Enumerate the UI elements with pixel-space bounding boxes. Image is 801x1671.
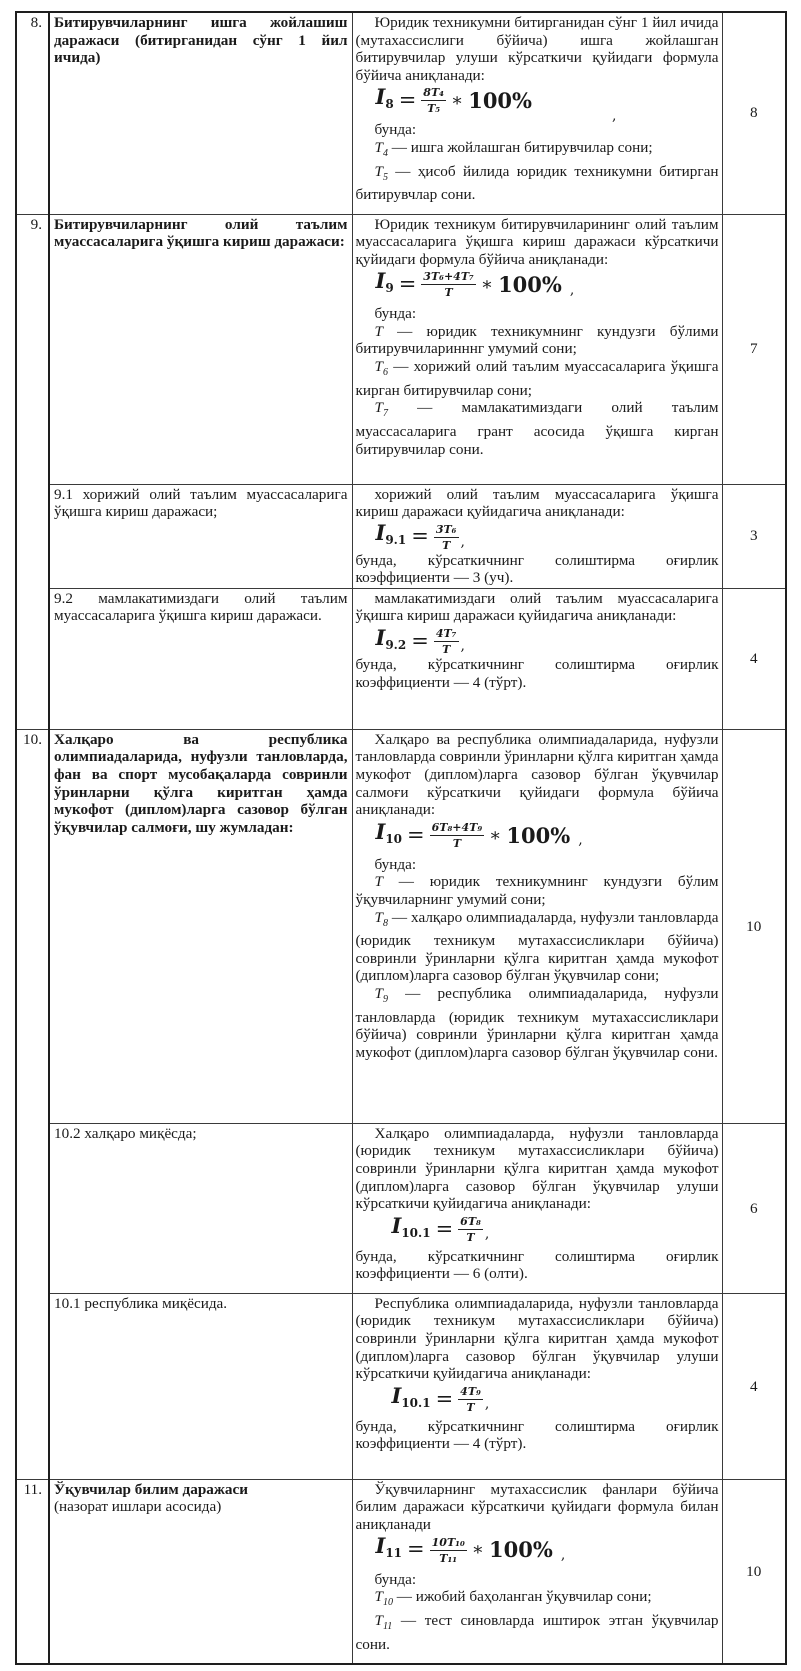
fraction: $\frac{\text{6T₈+4T₉}}{T}$ [431, 820, 483, 850]
table-row [16, 588, 786, 729]
coefficient-note: бунда, кўрсаткичнинг солиштирма оғирлик коэффициенти — 6 (олти). [355, 1247, 719, 1283]
table-row [16, 1479, 786, 1664]
formula: $I_{10.1}$ = $\frac{\text{6T₈}}{T}$ , [391, 1212, 490, 1244]
description-intro: мамлакатимиздаги олий таълим муассасаларига ўқишга кириш даражаси қуйидагича аниқланади: [355, 589, 719, 625]
fraction: $\frac{\text{6T₈}}{T}$ [460, 1214, 481, 1244]
description-intro: Ўқувчиларнинг мутахассислик фанлари бўйича билим даражаси кўрсаткичи қуйидаги формула билан аниқланади [355, 1480, 719, 1534]
fraction: $\frac{\text{4T₇}}{T}$ [435, 627, 457, 657]
criterion-description [352, 1123, 722, 1293]
table-row [16, 484, 786, 588]
points-value: 8 [722, 12, 786, 214]
criterion-name: Битирувчиларнинг олий таълим муассасаларига ўқишга кириш даражаси: [49, 214, 352, 484]
formula: $I_{11}$ = $\frac{\text{10T₁₀}}{\text{T₁₁}}$ ∗ 100% , [375, 1533, 566, 1565]
sub-criterion-name: 9.1 хорижий олий таълим муассасаларига ўқишга кириш даражаси; [49, 484, 352, 588]
criterion-description [352, 484, 722, 588]
row-number: 9. [16, 214, 49, 729]
definition: T — юридик техникумнинг кундузги бўлим ўқувчиларнинг умумий сони; [355, 873, 719, 909]
criterion-name: Битирувчиларнинг ишга жойлашиш даражаси (битирганидан сўнг 1 йил ичида) [49, 12, 352, 214]
definition: $T_{11}$ — тест синовларда иштирок этган ўқувчилар сони. [355, 1611, 719, 1653]
formula: $I_{9.1}$ = $\frac{\text{3T₆}}{T}$ , [375, 520, 465, 552]
description-intro: Юридик техникумни битирганидан сўнг 1 йил ичида (мутахассислиги бўйича) ишга жойлашган битирувчилар улуши кўрсаткичи қуйидаги формула бўйича аниқланади: [355, 14, 719, 84]
description-intro: Республика олимпиадаларида, нуфузли танловларда (юридик техникум мутахассисликлари бўйича) совринли ўринларни қўлга киритган ҳамда мукофот (диплом)ларга сазовор бўлган ўқувчилар улуши кўрсаткичи қуйидагича аниқланади: [355, 1294, 719, 1383]
coefficient-note: бунда, кўрсаткичнинг солиштирма оғирлик коэффициенти — 3 (уч). [355, 551, 719, 587]
points-value: 3 [722, 484, 786, 588]
description-intro: Юридик техникум битирувчиларининг олий таълим муассасаларига ўқишга кириш даражаси кўрсаткичи қуйидаги формула бўйича аниқланади: [355, 215, 719, 268]
description-intro: Халқаро олимпиадаларда, нуфузли танловларда (юридик техникум мутахассисликлари бўйича) совринли ўринларни қўлга киритган ҳамда мукофот (диплом)ларга сазовор бўлган ўқувчилар улуши кўрсаткичи қуйидагича аниқланади: [355, 1124, 719, 1213]
fraction: $\frac{\text{10T₁₀}}{\text{T₁₁}}$ [431, 1535, 465, 1565]
table-row [16, 1293, 786, 1479]
definition: $T_4$ — ишга жойлашган битирувчилар сони; [374, 138, 653, 159]
formula: $I_{9.2}$ = $\frac{\text{4T₇}}{T}$ , [375, 624, 465, 657]
bunda-label: бунда: [374, 1570, 417, 1588]
points-value: 6 [722, 1123, 786, 1293]
fraction: $\frac{\text{4T₉}}{T}$ [460, 1384, 481, 1414]
criterion-description [352, 214, 722, 484]
fraction: $\frac{\text{3T₆+4T₇}}{T}$ [423, 270, 474, 300]
points-value: 4 [722, 1293, 786, 1479]
table-row [16, 1123, 786, 1293]
criteria-table [15, 11, 787, 1665]
definition: $T_7$ — мамлакатимиздаги олий таълим муассасаларига грант асосида ўқишга кирган битирувчилар сони. [355, 399, 719, 458]
points-value: 4 [722, 588, 786, 729]
coefficient-note: бунда, кўрсаткичнинг солиштирма оғирлик коэффициенти — 4 (тўрт). [355, 656, 719, 691]
description-intro: хорижий олий таълим муассасаларига ўқишга кириш даражаси қуйидагича аниқланади: [355, 485, 719, 521]
bunda-label: бунда: [374, 121, 417, 139]
criterion-name [49, 1479, 352, 1664]
fraction: $\frac{\text{8T₄}}{\text{T₅}}$ [423, 86, 444, 116]
definition: $T_9$ — республика олимпиадаларида, нуфузли танловларда (юридик техникум мутахассисликлари бўйича) совринли ўринларни қўлга киритган ҳамда мукофот (диплом)ларга сазовор бўлган ўқувчилар сони. [355, 985, 719, 1061]
formula: $I_{10}$ = $\frac{\text{6T₈+4T₉}}{T}$ ∗ 100% , [375, 818, 583, 850]
criterion-description [352, 588, 722, 729]
formula: $I_8$ = $\frac{\text{8T₄}}{\text{T₅}}$ ∗ 100% , [375, 84, 617, 124]
bunda-label: бунда: [374, 855, 417, 873]
formula: $I_9$ = $\frac{\text{3T₆+4T₇}}{T}$ ∗ 100% , [375, 267, 575, 300]
sub-criterion-name: 10.1 республика миқёсида. [49, 1293, 352, 1479]
sub-criterion-name: 10.2 халқаро миқёсда; [49, 1123, 352, 1293]
formula: $I_{10.1}$ = $\frac{\text{4T₉}}{T}$ , [391, 1382, 490, 1414]
description-intro: Халқаро ва республика олимпиадаларида, нуфузли танловларда совринли ўринларни қўлга киритган ҳамда мукофот (диплом)ларга сазовор бўлган ўқувчилар салмоғи кўрсаткичи қуйидаги формула бўйича аниқланади: [355, 730, 719, 819]
definition: $T_6$ — хорижий олий таълим муассасаларига ўқишга кирган битирувчилар сони; [355, 358, 719, 399]
table-row [16, 214, 786, 484]
fraction: $\frac{\text{3T₆}}{T}$ [435, 522, 457, 552]
definition: T — юридик техникумнинг кундузги бўлими битирувчиларинннг умумий сони; [355, 322, 719, 358]
table-row [16, 729, 786, 1123]
criterion-subtitle: (назорат ишлари асосида) [54, 1498, 222, 1516]
criterion-description [352, 1479, 722, 1664]
criterion-description [352, 1293, 722, 1479]
criterion-description [352, 12, 722, 214]
table-row [16, 12, 786, 214]
criterion-title: Ўқувчилар билим даражаси [54, 1480, 248, 1498]
definition: $T_{10}$ — ижобий баҳоланган ўқувчилар сони; [374, 1588, 652, 1609]
bunda-label: бунда: [374, 305, 417, 323]
points-value: 7 [722, 214, 786, 484]
sub-criterion-name: 9.2 мамлакатимиздаги олий таълим муассасаларига ўқишга кириш даражаси. [49, 588, 352, 729]
row-number: 11. [16, 1479, 49, 1664]
points-value: 10 [722, 729, 786, 1123]
points-value: 10 [722, 1479, 786, 1664]
definition: $T_5$ — ҳисоб йилида юридик техникумни битирган битирувчлар сони. [355, 162, 719, 204]
row-number: 10. [16, 729, 49, 1479]
row-number: 8. [16, 12, 49, 214]
coefficient-note: бунда, кўрсаткичнинг солиштирма оғирлик коэффициенти — 4 (тўрт). [355, 1417, 719, 1453]
criterion-name: Халқаро ва республика олимпиадаларида, нуфузли танловларда, фан ва спорт мусобақаларда совринли ўринларни қўлга киритган ҳамда мукофот (диплом)ларга сазовор бўлган ўқувчилар салмоғи, шу жумладан: [49, 729, 352, 1123]
criterion-description [352, 729, 722, 1123]
definition: $T_8$ — халқаро олимпиадаларда, нуфузли танловларда (юридик техникум мутахассисликлари бўйича) совринли ўринларни қўлга киритган ҳамда мукофот (диплом)ларга сазовор бўлган ўқувчилар сони; [355, 908, 719, 985]
